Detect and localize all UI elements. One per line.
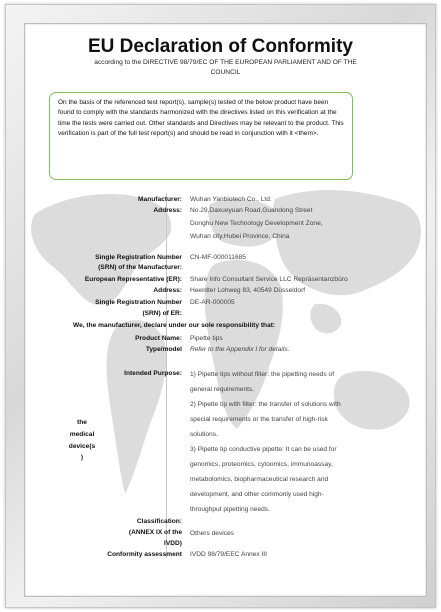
srn-manufacturer-label-2: (SRN) of the Manufacturer: (98, 264, 182, 271)
purpose-line-5: solutions. (190, 431, 218, 438)
intended-purpose-label: Intended Purpose: (124, 370, 182, 377)
purpose-line-9: development, and other commonly used high- (190, 491, 324, 498)
subtitle-line-2: COUNCIL (210, 68, 241, 76)
address-line-3: Wuhan city,Hubei Province, China (190, 233, 290, 240)
medical-device-label-4: ) (80, 454, 84, 461)
purpose-line-4: special requirements or the transfer of high-risk (190, 416, 328, 423)
purpose-line-10: throughput pipetting needs. (190, 506, 270, 513)
address-label: Address: (153, 207, 182, 214)
eu-rep-value: Share Info Consultant Service LLC Repräsentanzbüro (190, 276, 348, 283)
declaration-text: We, the manufacturer, declare under our sole responsibility that: (73, 322, 276, 329)
medical-device-label-3: device(s (68, 443, 96, 450)
purpose-line-7: genomics, proteomics, cytoomics, immunoassay, (190, 461, 333, 468)
product-name-value: Pipette tips (190, 335, 223, 342)
conformity-value: IVDD 98/79/EEC Annex III (190, 551, 267, 558)
classification-label-1: Classification: (136, 518, 182, 525)
page-subtitle (55, 58, 396, 77)
conformity-label: Conformity assessment (107, 551, 182, 558)
manufacturer-value: Wuhan Yanbiotech Co., Ltd. (190, 196, 272, 203)
eu-rep-address-label: Address: (153, 287, 182, 294)
purpose-line-3: 2) Pipette tip with filter: the transfer of solutions with (190, 401, 341, 408)
subtitle-line-1: according to the DIRECTIVE 98/79/EC OF THE EUROPEAN PARLIAMENT AND OF THE (94, 59, 357, 66)
purpose-line-2: general requirements. (190, 386, 255, 393)
purpose-line-8: metabolomics, biopharmaceutical research and (190, 476, 329, 483)
classification-value: Others devices (190, 530, 234, 537)
product-name-label: Product Name: (135, 335, 182, 342)
address-line-1: No.29,Daxueyuan Road,Guandong Street (190, 207, 313, 214)
srn-er-value: DE-AR-000005 (190, 299, 235, 306)
srn-manufacturer-value: CN-MF-000011685 (190, 254, 246, 261)
medical-device-label-1: the (77, 419, 87, 426)
purpose-line-1: 1) Pipette tips without filter: the pipetting needs of (190, 371, 335, 378)
eu-rep-label: European Representative (ER): (84, 276, 182, 283)
purpose-line-6: 3) Pipette tip conductive pipette: It can be used for (190, 446, 337, 453)
type-model-label: Type/model (145, 346, 182, 353)
type-model-value: Refer to the Appendix I for details. (190, 346, 290, 353)
srn-manufacturer-label-1: Single Registration Number (95, 254, 182, 261)
verification-notice: On the basis of the referenced test report(s), sample(s) tested of the below product have been found to comply with the standards harmonized with the directives listed on this verification at the time the tests were carried out. Other standards and Directives may be relevant to the product. This verification is part of the full test report(s) and should be read in conjunction with it <them>. (49, 92, 353, 180)
medical-device-label-2: medical (69, 431, 95, 438)
srn-er-label-1: Single Registration Number (95, 299, 182, 306)
page-title: EU Declaration of Conformity (88, 36, 353, 57)
classification-label-2: (ANNEX IX of the (128, 529, 182, 536)
eu-rep-address-value: Heerdter Lohweg 83, 40549 Düsseldorf (190, 287, 306, 294)
srn-er-label-2: (SRN) of ER: (142, 310, 182, 317)
classification-label-3: IVDD) (164, 540, 182, 547)
address-line-2: Donghu New Technology Development Zone, (190, 220, 323, 227)
manufacturer-label: Manufacturer: (138, 196, 182, 203)
